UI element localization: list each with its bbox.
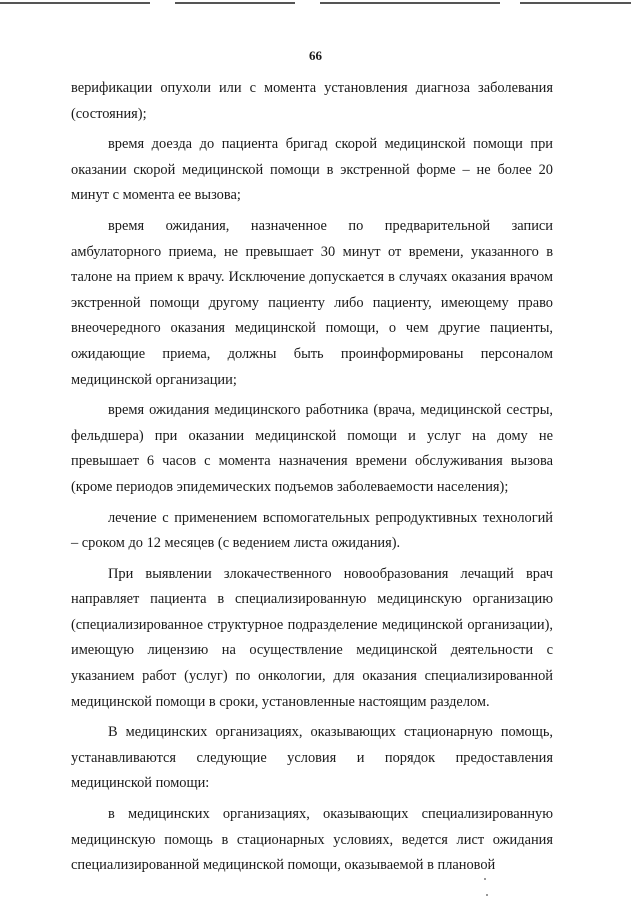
scan-speck — [484, 878, 486, 880]
paragraph-oncology-referral: При выявлении злокачественного новообразования лечащий врач направляет пациента в специализированную медицинскую организацию (специализированное структурное подразделение медицинской организации), имеющую лицензию на осуществление медицинской деятельности с указанием работ (услуг) по онкологии, для оказания специализированной медицинской помощи в сроки, установленные настоящим разделом. — [71, 565, 553, 710]
paragraph-home-visit-wait: время ожидания медицинского работника (врача, медицинской сестры, фельдшера) при оказании медицинской помощи и услуг на дому не превышает 6 часов с момента назначения времени обслуживания вызова (кроме периодов эпидемических подъемов заболеваемости населения); — [71, 402, 553, 495]
paragraph-continuation: верификации опухоли или с момента установления диагноза заболевания (состояния); — [71, 80, 553, 122]
scan-speck — [486, 894, 488, 896]
scan-top-edge — [0, 0, 631, 8]
paragraph-outpatient-wait: время ожидания, назначенное по предварительной записи амбулаторного приема, не превышает 30 минут от времени, указанного в талоне на прием к врачу. Исключение допускается в случаях оказания врачом экстренной помощи другому пациенту либо пациенту, имеющему право внеочередного оказания медицинской помощи, о чем другие пациенты, ожидающие приема, должны быть проинформированы персоналом медицинской организации; — [71, 217, 553, 388]
document-body — [71, 76, 553, 879]
page-number: 66 — [309, 48, 322, 63]
paragraph-waiting-list: в медицинских организациях, оказывающих специализированную медицинскую помощь в стационарных условиях, ведется лист ожидания специализированной медицинской помощи, оказываемой в плановой — [71, 806, 553, 874]
paragraph-ambulance-time: время доезда до пациента бригад скорой медицинской помощи при оказании скорой медицинской помощи в экстренной форме – не более 20 минут с момента ее вызова; — [71, 136, 553, 204]
paragraph-reproductive-technologies: лечение с применением вспомогательных репродуктивных технологий – сроком до 12 месяцев (с ведением листа ожидания). — [71, 509, 553, 552]
paragraph-inpatient-conditions: В медицинских организациях, оказывающих стационарную помощь, устанавливаются следующие условия и порядок предоставления медицинской помощи: — [71, 724, 553, 792]
